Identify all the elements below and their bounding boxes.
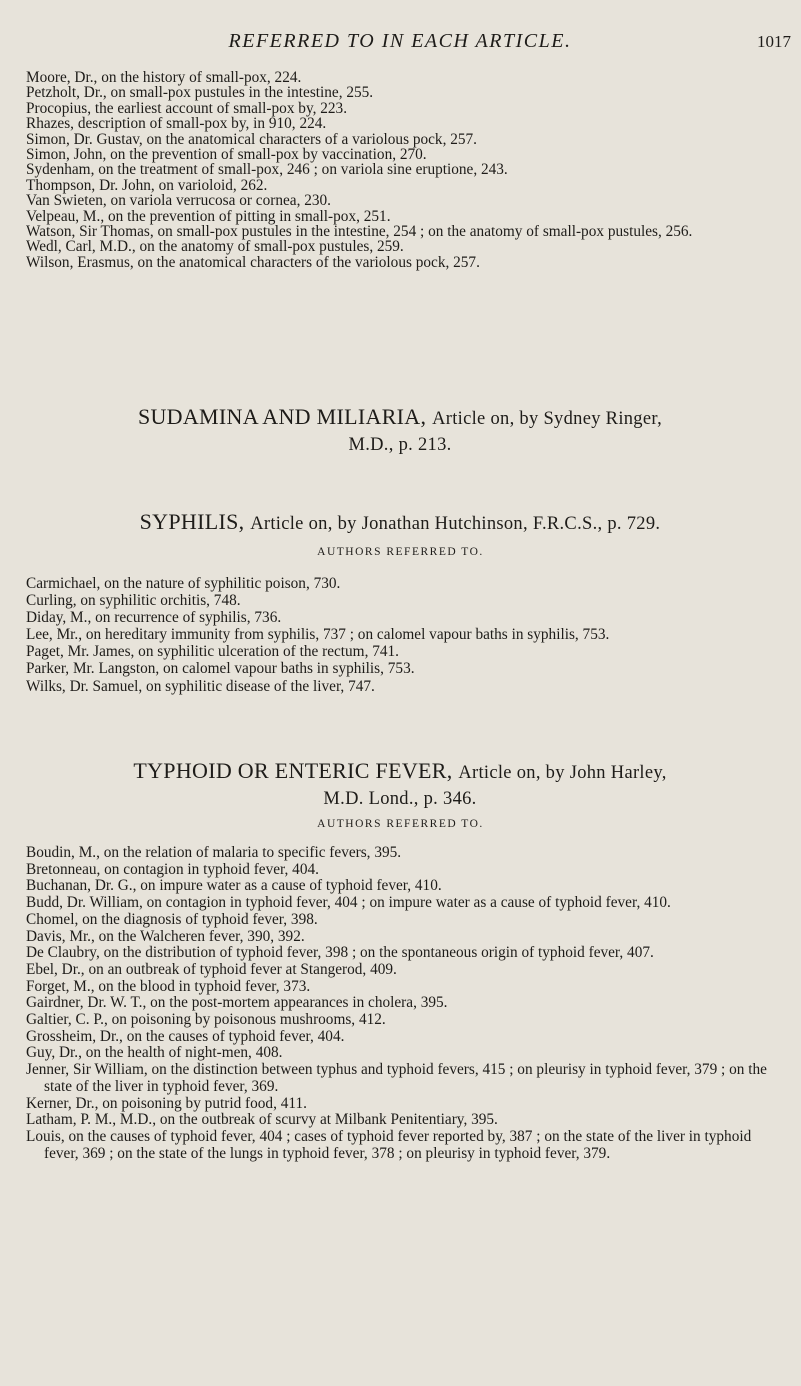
index-entry: Bretonneau, on contagion in typhoid fever, 404. — [26, 860, 319, 878]
index-entry: Paget, Mr. James, on syphilitic ulceration of the rectum, 741. — [26, 643, 399, 661]
index-entry: Boudin, M., on the relation of malaria to specific fevers, 395. — [26, 844, 402, 861]
section-heading-sudamina — [20, 405, 780, 457]
index-entry: Petzholt, Dr., on small-pox pustules in the intestine, 255. — [26, 84, 374, 102]
section-heading-typhoid — [20, 759, 780, 811]
index-entry: Wilson, Erasmus, on the anatomical characters of the variolous pock, 257. — [26, 253, 480, 271]
index-entry: Rhazes, description of small-pox by, in 910, 224. — [26, 115, 327, 133]
index-entry: Buchanan, Dr. G., on impure water as a cause of typhoid fever, 410. — [26, 877, 442, 895]
section-byline: Article on, by John Harley, — [458, 763, 667, 783]
index-entry: Parker, Mr. Langston, on calomel vapour baths in syphilis, 753. — [26, 660, 415, 678]
section-title: SUDAMINA AND MILIARIA, — [137, 404, 427, 429]
authors-referred-heading: AUTHORS REFERRED TO. — [317, 818, 484, 830]
section-byline-cont: M.D., p. 213. — [348, 435, 452, 455]
index-entry: Forget, M., on the blood in typhoid fever, 373. — [26, 977, 311, 995]
section-byline-cont: M.D. Lond., p. 346. — [323, 789, 477, 809]
index-entry: Grossheim, Dr., on the causes of typhoid fever, 404. — [26, 1027, 345, 1045]
typhoid-authors-list — [26, 845, 778, 1162]
index-entry: Wedl, Carl, M.D., on the anatomy of small-pox pustules, 259. — [26, 238, 404, 256]
section-byline: Article on, by Sydney Ringer, — [432, 409, 663, 429]
index-entry: Budd, Dr. William, on contagion in typhoid fever, 404 ; on impure water as a cause of typhoid fever, 410. — [26, 894, 671, 912]
section-byline: Article on, by Jonathan Hutchinson, F.R.C.S., p. 729. — [250, 514, 661, 534]
index-entry: Velpeau, M., on the prevention of pitting in small-pox, 251. — [26, 207, 391, 225]
section-title: SYPHILIS, — [139, 509, 245, 534]
index-entry: Sydenham, on the treatment of small-pox, 246 ; on variola sine eruptione, 243. — [26, 161, 508, 179]
index-entry: Gairdner, Dr. W. T., on the post-mortem appearances in cholera, 395. — [26, 994, 448, 1012]
authors-referred-heading: AUTHORS REFERRED TO. — [317, 546, 484, 558]
index-entry: Davis, Mr., on the Walcheren fever, 390, 392. — [26, 927, 305, 945]
index-entry: Curling, on syphilitic orchitis, 748. — [26, 592, 241, 610]
section-heading-syphilis — [20, 510, 780, 536]
index-entry: Thompson, Dr. John, on varioloid, 262. — [26, 176, 268, 194]
index-entry: Simon, John, on the prevention of small-pox by vaccination, 270. — [26, 146, 427, 164]
index-entry: Wilks, Dr. Samuel, on syphilitic disease of the liver, 747. — [26, 677, 375, 695]
index-entry: Jenner, Sir William, on the distinction between typhus and typhoid fevers, 415 ; on pleurisy in typhoid fever, 379 ; on the state of the liver in typhoid fever, 369. — [26, 1061, 767, 1095]
index-entry: Watson, Sir Thomas, on small-pox pustules in the intestine, 254 ; on the anatomy of small-pox pustules, 256. — [26, 223, 693, 241]
index-entry: Procopius, the earliest account of small-pox by, 223. — [26, 99, 348, 117]
section-title: TYPHOID OR ENTERIC FEVER, — [133, 758, 453, 783]
index-entry: Ebel, Dr., on an outbreak of typhoid fever at Stangerod, 409. — [26, 960, 397, 978]
index-entry: Galtier, C. P., on poisoning by poisonous mushrooms, 412. — [26, 1011, 386, 1029]
syphilis-authors-list — [26, 575, 778, 695]
page-number: 1017 — [757, 32, 791, 51]
index-entry: Latham, P. M., M.D., on the outbreak of scurvy at Milbank Penitentiary, 395. — [26, 1111, 498, 1129]
index-entry: Chomel, on the diagnosis of typhoid fever, 398. — [26, 910, 318, 928]
index-entry: Van Swieten, on variola verrucosa or cornea, 230. — [26, 192, 331, 210]
index-entry: De Claubry, on the distribution of typhoid fever, 398 ; on the spontaneous origin of typhoid fever, 407. — [26, 944, 654, 962]
index-entry: Kerner, Dr., on poisoning by putrid food, 411. — [26, 1094, 307, 1112]
index-entry: Diday, M., on recurrence of syphilis, 736. — [26, 609, 282, 627]
index-entry: Guy, Dr., on the health of night-men, 408. — [26, 1044, 283, 1062]
index-entry: Carmichael, on the nature of syphilitic poison, 730. — [26, 575, 341, 592]
index-entry: Louis, on the causes of typhoid fever, 404 ; cases of typhoid fever reported by, 387 ; on the state of the liver in typhoid fever, 369 ; on the state of the lungs in typhoid fever, 378 ; on pleurisy in typhoid fever, 379. — [26, 1127, 752, 1162]
index-entry: Simon, Dr. Gustav, on the anatomical characters of a variolous pock, 257. — [26, 130, 477, 148]
running-title: REFERRED TO IN EACH ARTICLE. — [228, 30, 572, 52]
index-entry: Moore, Dr., on the history of small-pox, 224. — [26, 69, 302, 86]
index-entry: Lee, Mr., on hereditary immunity from syphilis, 737 ; on calomel vapour baths in syphilis, 753. — [26, 626, 610, 644]
smallpox-authors-list — [26, 70, 778, 270]
running-head — [0, 30, 801, 60]
